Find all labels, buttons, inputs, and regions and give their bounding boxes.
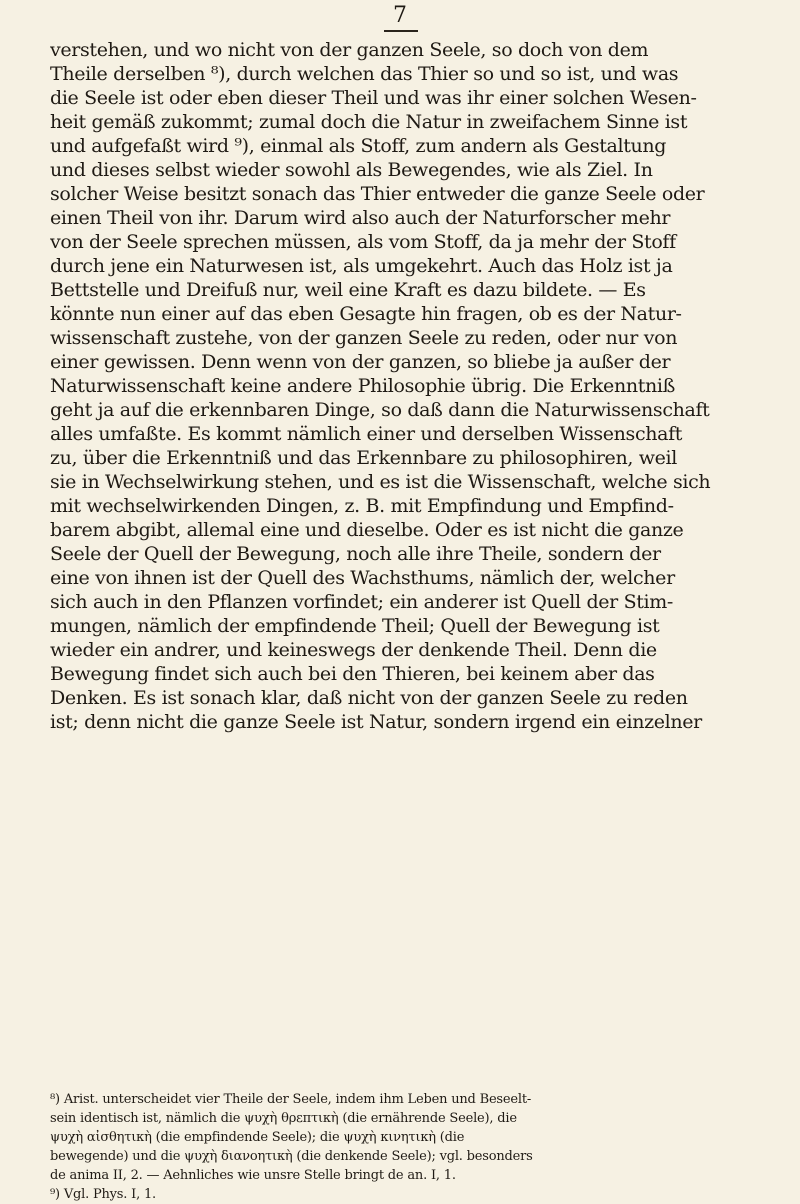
- text-line: die Seele ist oder eben dieser Theil und was ihr einer solchen Wesen-: [50, 87, 697, 109]
- text-line: Naturwissenschaft keine andere Philosophie übrig. Die Erkenntniß: [50, 375, 675, 397]
- text-line: sie in Wechselwirkung stehen, und es ist die Wissenschaft, welche sich: [50, 471, 711, 493]
- text-line: durch jene ein Naturwesen ist, als umgekehrt. Auch das Holz ist ja: [50, 255, 673, 277]
- footnote-line: bewegende) und die ψυχὴ διανοητικὴ (die denkende Seele); vgl. besonders: [50, 1149, 533, 1164]
- text-line: Bewegung findet sich auch bei den Thieren, bei keinem aber das: [50, 663, 655, 685]
- footnote-line: sein identisch ist, nämlich die ψυχὴ θρεπτικὴ (die ernährende Seele), die: [50, 1111, 517, 1126]
- text-line: geht ja auf die erkennbaren Dinge, so daß dann die Naturwissenschaft: [50, 399, 710, 421]
- text-line: Theile derselben ⁸), durch welchen das Thier so und so ist, und was: [50, 63, 679, 85]
- text-line: mungen, nämlich der empfindende Theil; Quell der Bewegung ist: [50, 615, 660, 637]
- page-number-rule: [384, 30, 418, 32]
- main-text: [50, 38, 762, 734]
- text-line: eine von ihnen ist der Quell des Wachsthums, nämlich der, welcher: [50, 567, 675, 589]
- page-number: 7: [393, 3, 407, 28]
- text-line: Seele der Quell der Bewegung, noch alle ihre Theile, sondern der: [50, 543, 661, 565]
- text-line: Denken. Es ist sonach klar, daß nicht von der ganzen Seele zu reden: [50, 687, 688, 709]
- text-line: barem abgibt, allemal eine und dieselbe. Oder es ist nicht die ganze: [50, 519, 684, 541]
- footnote-line: ⁹) Vgl. Phys. I, 1.: [50, 1187, 156, 1202]
- text-line: mit wechselwirkenden Dingen, z. B. mit Empfindung und Empfind-: [50, 495, 674, 517]
- text-line: von der Seele sprechen müssen, als vom Stoff, da ja mehr der Stoff: [50, 231, 676, 253]
- text-line: wissenschaft zustehe, von der ganzen Seele zu reden, oder nur von: [50, 327, 678, 349]
- text-line: alles umfaßte. Es kommt nämlich einer und derselben Wissenschaft: [50, 423, 683, 445]
- text-line: einen Theil von ihr. Darum wird also auch der Naturforscher mehr: [50, 207, 671, 229]
- text-line: solcher Weise besitzt sonach das Thier entweder die ganze Seele oder: [50, 183, 705, 205]
- text-line: ist; denn nicht die ganze Seele ist Natur, sondern irgend ein einzelner: [50, 711, 702, 733]
- footnote-line: ⁸) Arist. unterscheidet vier Theile der Seele, indem ihm Leben und Beseelt-: [50, 1092, 532, 1107]
- text-line: könnte nun einer auf das eben Gesagte hin fragen, ob es der Natur-: [50, 303, 682, 325]
- footnote-line: de anima II, 2. — Aehnliches wie unsre Stelle bringt de an. I, 1.: [50, 1168, 456, 1183]
- text-line: zu, über die Erkenntniß und das Erkennbare zu philosophiren, weil: [50, 447, 677, 469]
- text-line: Bettstelle und Dreifuß nur, weil eine Kraft es dazu bildete. — Es: [50, 279, 646, 301]
- text-line: verstehen, und wo nicht von der ganzen Seele, so doch von dem: [50, 39, 649, 61]
- text-line: einer gewissen. Denn wenn von der ganzen, so bliebe ja außer der: [50, 351, 671, 373]
- footnotes: [50, 1090, 762, 1204]
- text-line: und aufgefaßt wird ⁹), einmal als Stoff, zum andern als Gestaltung: [50, 135, 667, 157]
- footnote-line: ψυχὴ αἰσθητικὴ (die empfindende Seele); die ψυχὴ κινητικὴ (die: [50, 1130, 465, 1145]
- text-line: heit gemäß zukommt; zumal doch die Natur in zweifachem Sinne ist: [50, 111, 688, 133]
- text-line: wieder ein andrer, und keineswegs der denkende Theil. Denn die: [50, 639, 657, 661]
- text-line: und dieses selbst wieder sowohl als Bewegendes, wie als Ziel. In: [50, 159, 653, 181]
- text-line: sich auch in den Pflanzen vorfindet; ein anderer ist Quell der Stim-: [50, 591, 673, 613]
